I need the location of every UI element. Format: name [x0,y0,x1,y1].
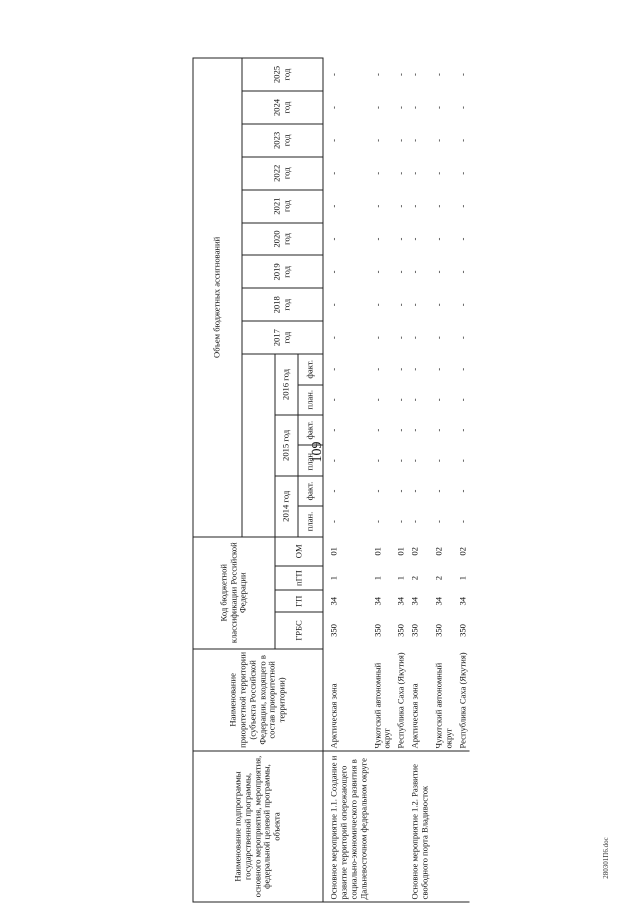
cell-value: - [409,303,420,307]
cell-value: - [409,489,420,493]
cell-value: - [432,237,443,241]
cell-value: - [395,138,406,142]
cell-value: - [432,270,443,274]
cell-value: - [432,204,443,208]
cell-value: - [432,520,443,523]
cell-value: - [328,303,338,307]
cell-value: - [456,367,467,371]
cell-value: - [371,398,382,402]
header-year-2014: 2014 год [275,476,298,537]
cell-value: - [456,138,467,142]
cell-value: - [328,138,338,142]
cell-value: - [371,204,382,208]
cell-value: - [432,367,443,371]
cell-value: - [409,336,420,340]
cell-value: - [456,398,467,402]
budget-table [192,58,469,903]
cell-territory: Республика Саха (Якутия) [395,652,406,749]
cell-pgp: 1 [328,575,338,581]
cell-value: - [328,106,338,109]
header-fact-2014: факт. [298,476,323,506]
cell-value: - [432,489,443,493]
cell-value: - [328,428,338,432]
cell-pgp: 2 [432,575,443,581]
cell-grbs: 350 [371,624,382,637]
header-fact-2015: факт. [298,415,323,445]
cell-value: - [456,73,467,76]
header-year-2017: 2017 год [242,321,323,354]
cell-pgp: 1 [371,575,382,581]
cell-om: 02 [409,547,420,556]
header-year-2020: 2020 год [242,223,323,256]
cell-value: - [328,520,338,523]
cell-value: - [432,171,443,175]
cell-value: - [371,270,382,274]
cell-value: - [371,336,382,340]
cell-value: - [328,336,338,340]
header-year-2024: 2024 год [242,91,323,124]
cell-territory: Чукотский автономный округ [371,662,392,749]
cell-value: - [371,489,382,493]
header-year-2023: 2023 год [242,124,323,157]
table-row [407,58,431,902]
cell-name [431,751,455,902]
cell-value: - [456,520,467,523]
cell-om: 01 [371,547,382,556]
cell-territory: Арктическая зона [409,683,420,749]
cell-value: - [371,171,382,175]
header-om: ОМ [275,537,323,566]
header-year-2016: 2016 год [275,354,298,415]
cell-pgp: 1 [456,575,467,581]
cell-gp: 34 [456,596,467,606]
cell-territory: Арктическая зона [328,683,338,749]
cell-value: - [371,106,382,109]
table-row [323,58,370,902]
cell-value: - [456,428,467,432]
cell-value: - [328,73,338,76]
header-territory: Наименование приоритетной территории (субъекта Российской Федерации, входящего в состав приоритетной территории) [193,649,323,751]
cell-value: - [328,489,338,493]
cell-name: Основное мероприятие 1.1. Создание и развитие территорий опережающего социально-экономического развития в Дальневосточном федеральном округе [323,751,370,902]
header-gp: ГП [275,590,323,612]
cell-om: 01 [395,547,406,556]
header-allocations-spacer [242,354,275,537]
cell-name [393,751,407,902]
header-year-2018: 2018 год [242,288,323,321]
page-number: 109 [310,441,325,463]
table-row [370,58,394,902]
header-plan-2014: план. [298,506,323,536]
cell-pgp: 2 [409,575,420,581]
cell-grbs: 350 [409,624,420,637]
cell-value: - [456,171,467,175]
cell-value: - [395,336,406,340]
cell-value: - [328,270,338,274]
cell-value: - [395,73,406,76]
cell-value: - [395,367,406,371]
cell-name [370,751,394,902]
cell-value: - [432,428,443,432]
cell-value: - [409,237,420,241]
cell-value: - [395,106,406,109]
header-grbs: ГРБС [275,612,323,649]
cell-grbs: 350 [395,624,406,637]
cell-value: - [409,398,420,402]
cell-value: - [371,73,382,76]
header-plan-2016: план. [298,385,323,415]
cell-grbs: 350 [432,624,443,637]
table-row [455,58,469,902]
footer-filename: 280301П6.doc [602,837,610,879]
cell-value: - [456,336,467,340]
cell-value: - [456,303,467,307]
cell-name [455,751,469,902]
cell-value: - [371,237,382,241]
table-row [431,58,455,902]
cell-value: - [395,270,406,274]
cell-value: - [371,520,382,523]
header-year-2015: 2015 год [275,415,298,476]
table-body [323,58,469,902]
cell-value: - [395,398,406,402]
cell-om: 02 [456,547,467,556]
cell-territory: Республика Саха (Якутия) [456,652,467,749]
table-row [393,58,407,902]
cell-value: - [371,459,382,463]
header-year-2019: 2019 год [242,255,323,288]
cell-value: - [395,459,406,463]
table-header [193,58,323,902]
cell-value: - [432,336,443,340]
cell-value: - [395,237,406,241]
header-year-2022: 2022 год [242,157,323,190]
cell-om: 02 [432,547,443,556]
cell-territory: Чукотский автономный округ [432,662,453,749]
cell-value: - [371,138,382,142]
cell-value: - [432,138,443,142]
cell-value: - [456,489,467,493]
cell-value: - [432,398,443,402]
cell-gp: 34 [409,596,420,606]
cell-value: - [409,428,420,432]
cell-pgp: 1 [395,575,406,581]
header-fact-2016: факт. [298,354,323,384]
cell-value: - [328,237,338,241]
cell-om: 01 [328,547,338,556]
cell-name: Основное мероприятие 1.2. Развитие свободного порта Владивосток [407,751,431,902]
cell-value: - [328,171,338,175]
cell-gp: 34 [432,596,443,606]
header-plan-2015: план. [298,445,323,475]
cell-value: - [395,520,406,523]
cell-value: - [328,459,338,463]
header-allocations: Объем бюджетных ассигнований [193,58,242,537]
cell-value: - [328,204,338,208]
cell-value: - [409,171,420,175]
cell-value: - [409,270,420,274]
cell-value: - [432,303,443,307]
cell-grbs: 350 [456,624,467,637]
cell-value: - [409,204,420,208]
cell-value: - [456,106,467,109]
cell-value: - [456,204,467,208]
cell-value: - [409,520,420,523]
cell-value: - [328,398,338,402]
cell-value: - [432,459,443,463]
header-pgp: пГП [275,566,323,590]
cell-value: - [409,138,420,142]
rotated-table-container [192,58,502,903]
header-budget-code: Код бюджетной классификации Российской Федерации [193,537,275,649]
cell-grbs: 350 [328,624,338,637]
cell-value: - [371,367,382,371]
header-year-2025: 2025 год [242,58,323,91]
cell-value: - [395,489,406,493]
cell-gp: 34 [328,596,338,606]
cell-gp: 34 [395,596,406,606]
cell-value: - [328,367,338,371]
cell-value: - [395,428,406,432]
cell-value: - [395,204,406,208]
cell-gp: 34 [371,596,382,606]
cell-value: - [371,428,382,432]
cell-value: - [409,367,420,371]
cell-value: - [432,73,443,76]
cell-value: - [409,459,420,463]
cell-value: - [409,73,420,76]
cell-value: - [456,237,467,241]
cell-value: - [432,106,443,109]
cell-value: - [395,171,406,175]
cell-value: - [409,106,420,109]
cell-value: - [395,303,406,307]
cell-value: - [456,270,467,274]
header-name: Наименование подпрограммы государственной программы, основного мероприятия, мероприятия, федеральной целевой программы, объекта [193,751,323,902]
header-year-2021: 2021 год [242,190,323,223]
cell-value: - [456,459,467,463]
cell-value: - [371,303,382,307]
